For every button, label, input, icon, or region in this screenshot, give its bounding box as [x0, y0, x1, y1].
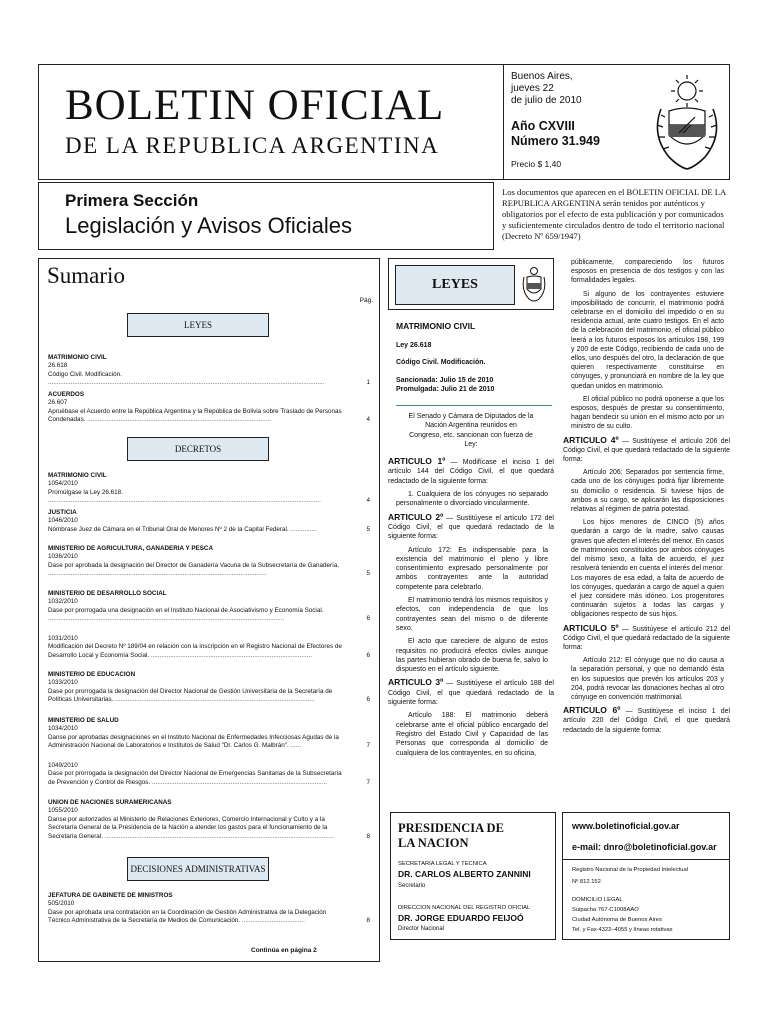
article-3-quote: Artículo 188: El matrimonio deberá celebrarse ante el oficial público encargado del Registro del Estado Civil y Capacidad de las Personas que corresponda al domicilio de cualquiera de los contrayentes, en su oficina, — [396, 712, 548, 757]
article-3-quote-cont-2: Si alguno de los contrayentes estuviere imposibilitado de concurrir, el matrimonio podrá celebrarse en el domicilio del impedido o en su residencia actual, ante cuatro testigos. En el acto de la celebración del matrimonio, el oficial público leerá a los futuros esposos los artículos 198, 199 y 200 de este Código, recibiendo de cada uno de ellos, uno después del otro, la declaración de que quieren respectivamente constituirse en cónyuges, y pronunciará en nombre de la ley que quedan unidos en matrimonio. — [571, 290, 724, 390]
sumario-title: Sumario — [47, 263, 125, 288]
sumario-entry[interactable]: 1031/2010 Modificación del Decreto Nº 189/04 en relación con la inscripción en el Registro Nacional de Efectores de Desarrollo Local y Economía Social. ............................................................................................ 6 — [48, 635, 370, 659]
sumario-entry[interactable]: MINISTERIO DE SALUD 1034/2010 Danse por aprobadas designaciones en el Instituto Nacional de Enfermedades Infecciosas Agudas de la Administración Nacional de Laboratorios e Institutos de Salud "Dr. Carlos G. Malbrán". ...... 7 — [48, 717, 370, 750]
sumario-entry[interactable]: JEFATURA DE GABINETE DE MINISTROS 505/2010 Dase por aprobada una contratación en la Coordinación de Gestión Administrativa de la Delegación Técnico Administrativa de la Secretaría de Medios de Comunicación. .................................... 8 — [48, 892, 370, 925]
sumario-entry[interactable]: MATRIMONIO CIVIL 1054/2010 Promúlgase la Ley 26.618. ............................................................................................................................................................ 4 — [48, 472, 370, 505]
article-2-quote-3: El acto que careciere de alguno de estos requisitos no producirá efectos civiles aunque las partes hubieran obrado de buena fe, salvo lo dispuesto en el artículo siguiente. — [396, 638, 548, 674]
sumario-entry[interactable]: ACUERDOS 26.607 Apruébase el Acuerdo entre la República Argentina y la República de Bolivia sobre Traslado de Personas Condenadas. ......................................................................................................... 4 — [48, 391, 370, 424]
article-1-title: ARTICULO 1º — [388, 456, 446, 467]
section-title: Primera Sección — [65, 191, 199, 210]
presidencia-title: PRESIDENCIA DE LA NACION — [398, 821, 504, 850]
issue-place: Buenos Aires, — [511, 71, 573, 82]
presidencia-box — [390, 812, 556, 940]
ley-number: Ley 26.618 — [396, 342, 432, 350]
newspaper-subtitle: DE LA REPUBLICA ARGENTINA — [65, 133, 440, 158]
newspaper-title: BOLETIN OFICIAL — [65, 82, 445, 129]
masthead — [38, 64, 730, 180]
issue-day: de julio de 2010 — [511, 95, 582, 106]
registro-number: Nº 812.152 — [572, 879, 601, 885]
small-coat-of-arms-icon — [521, 265, 547, 305]
article-3-quote-cont-1: públicamente, compareciendo los futuros esposos en presencia de dos testigos y con las formalidades legales. — [571, 259, 724, 285]
article-1-quote: 1. Cualquiera de los cónyuges no separado personalmente o divorciado vincularmente. — [396, 491, 548, 508]
article-4-title: ARTICULO 4º — [563, 434, 619, 445]
secretario-name: DR. CARLOS ALBERTO ZANNINI — [398, 869, 531, 879]
contact-box — [562, 812, 730, 940]
article-4-text: — Sustitúyese el artículo 206 del Código Civil, el que quedará redactado de la siguiente forma: — [563, 437, 730, 464]
sumario-banner-decretos: DECRETOS — [127, 437, 269, 461]
page-column-label: Pág. — [359, 297, 373, 304]
article-2-quote-2: El matrimonio tendrá los mismos requisitos y efectos, con independencia de que los contrayentes sean del mismo o de diferente sexo. — [396, 597, 548, 632]
issue-number: Número 31.949 — [511, 134, 600, 148]
masthead-divider — [503, 65, 504, 179]
article-1-text: — Modifícase el inciso 1 del artículo 144 del Código Civil, el que quedará redactado de la siguiente forma: — [388, 459, 554, 485]
legal-notice: Los documentos que aparecen en el BOLETIN OFICIAL DE LA REPUBLICA ARGENTINA serán tenidos por auténticos y obligatorios por el efecto de esta publicación y por comunicados y suficientemente circulados dentro de todo el territorio nacional (Decreto Nº 659/1947) — [502, 187, 726, 241]
sumario-panel — [38, 258, 380, 962]
article-3-title: ARTICULO 3º — [388, 677, 444, 688]
issue-year: Año CXVIII — [511, 119, 575, 133]
direccion-label: DIRECCION NACIONAL DEL REGISTRO OFICIAL — [398, 905, 531, 911]
article-5-text: — Sustitúyese el artículo 212 del Código Civil, el que quedará redactado de la siguiente forma: — [563, 625, 730, 651]
registro-label: Registro Nacional de la Propiedad Intelectual — [572, 867, 689, 873]
domicilio-city: Ciudad Autónoma de Buenos Aires — [572, 917, 662, 923]
sumario-entry[interactable]: JUSTICIA 1046/2010 Nómbrase Juez de Cámara en el Tribunal Oral de Menores Nº 2 de la Capital Federal. ............... 5 — [48, 509, 370, 533]
ley-heading: MATRIMONIO CIVIL — [396, 321, 476, 331]
ley-header — [396, 322, 554, 398]
continued-on-page-link[interactable]: Continúa en página 2 — [251, 947, 317, 954]
article-4-quote-1: Artículo 206: Separados por sentencia firme, cada uno de los cónyuges podrá fijar libremente su domicilio o residencia. Si tuviese hijos de ambos a su cargo, se aplicarán las disposiciones relativas al régimen de patria potestad. — [571, 469, 724, 514]
ley-body — [388, 412, 554, 762]
email-link[interactable]: e-mail: dnro@boletinoficial.gov.ar — [572, 842, 717, 852]
contact-divider — [563, 859, 729, 860]
article-6-text: — Sustitúyese el inciso 1 del artículo 220 del Código Civil, el que quedará redactado de la siguiente forma: — [563, 708, 730, 734]
coat-of-arms-icon — [647, 73, 727, 173]
article-6-title: ARTICULO 6º — [563, 705, 621, 716]
domicilio-label: DOMICILIO LEGAL — [572, 897, 623, 903]
sumario-entry[interactable]: 1049/2010 Dase por prorrogada la designación del Director Nacional de Emergencias Sanitarias de la Subsecretaría de Prevención y Control de Riesgos. .................................................................................................... 7 — [48, 762, 370, 786]
article-2-quote-1: Artículo 172: Es indispensable para la existencia del matrimonio el pleno y libre consentimiento expresado personalmente por ambos contrayentes ante la autoridad competente para celebrarlo. — [396, 546, 548, 591]
sumario-entry[interactable]: UNION DE NACIONES SURAMERICANAS 1055/2010 Danse por autorizados al Ministerio de Relaciones Exteriores, Comercio Internacional y Culto y a la Secretaría General de la Presidencia de la Nación a atender los gastos para el funcionamiento de la Secretaría General. ................................................................................................................................... 8 — [48, 799, 370, 840]
ley-body-continued — [563, 258, 730, 739]
article-4-quote-2: Los hijos menores de CINCO (5) años quedarán a cargo de la madre, salvo causas graves que afecten el interés del menor. En casos de matrimonios constituidos por ambos cónyuges del mismo sexo, a falta de acuerdo, el juez resolverá teniendo en cuenta el interés del menor. Los mayores de esa edad, a falta de acuerdo de los cónyuges, quedarán a cargo de aquel a quien el juez considere más idóneo. Los progenitores continuarán sujetos a todas las cargas y obligaciones respecto de sus hijos. — [571, 519, 724, 619]
sumario-entry[interactable]: MINISTERIO DE AGRICULTURA, GANADERIA Y PESCA 1036/2010 Dase por aprobada la designación del Director de Ganadería Vacuna de la Subsecretaría de Ganadería. ............................................................................................................................. 5 — [48, 545, 370, 578]
article-3-quote-cont-3: El oficial público no podrá oponerse a que los esposos, después de prestar su consentimiento, hagan bendecir su unión en el mismo acto por un ministro de su culto. — [571, 395, 724, 431]
telefono: Tel. y Fax 4322–4055 y líneas rotativas — [572, 927, 673, 933]
director-name: DR. JORGE EDUARDO FEIJOÓ — [398, 913, 524, 923]
issue-price: Precio $ 1,40 — [511, 159, 562, 169]
article-5-quote: Artículo 212: El cónyuge que no dio causa a la separación personal, y que no demandó ésta en los supuestos que prevén los artículos 203 y 204, podrá revocar las donaciones hechas al otro cónyuge en convención matrimonial. — [571, 657, 724, 701]
sumario-entry[interactable]: MINISTERIO DE DESARROLLO SOCIAL 1032/2010 Dase por prorrogada una designación en el Instituto Nacional de Asociativismo y Economía Social. ....................................................................................................................................... 6 — [48, 590, 370, 623]
article-2-title: ARTICULO 2º — [388, 511, 444, 522]
sumario-banner-leyes: LEYES — [127, 313, 269, 337]
ley-subject: Código Civil. Modificación. — [396, 358, 486, 366]
issue-weekday: jueves 22 — [511, 83, 554, 94]
secretario-role: Secretario — [398, 883, 426, 889]
ley-sancionada: Sancionada: Julio 15 de 2010 — [396, 376, 494, 384]
director-role: Director Nacional — [398, 926, 445, 932]
secretaria-label: SECRETARIA LEGAL Y TECNICA — [398, 861, 487, 867]
article-5-title: ARTICULO 5º — [563, 622, 619, 633]
sumario-entry[interactable]: MATRIMONIO CIVIL 26.618 Código Civil. Modificación. .............................................................................................................................................................. 1 — [48, 354, 370, 387]
ley-promulgada: Promulgada: Julio 21 de 2010 — [396, 386, 495, 394]
domicilio-street: Suipacha 767-C1008AAO — [572, 907, 639, 913]
website-link[interactable]: www.boletinoficial.gov.ar — [572, 821, 680, 831]
leyes-header-box — [388, 258, 554, 310]
article-3-text: — Sustitúyese el artículo 188 del Código Civil, el que quedará redactado de la siguiente forma: — [388, 680, 554, 707]
leyes-banner: LEYES — [395, 265, 515, 305]
issue-number-block — [511, 119, 600, 149]
ley-divider — [396, 405, 552, 406]
article-2-text: — Sustitúyese el artículo 172 del Código Civil, el que quedará redactado de la siguiente forma: — [388, 514, 554, 541]
sumario-entry[interactable]: MINISTERIO DE EDUCACION 1033/2010 Dase por prorrogada la designación del Director Nacional de Gestión Universitaria de la Secretaría de Políticas Universitarias. .................................................................................................................. 6 — [48, 671, 370, 704]
sumario-banner-decisiones: DECISIONES ADMINISTRATIVAS — [127, 857, 269, 881]
section-subtitle: Legislación y Avisos Oficiales — [65, 213, 352, 238]
ley-preamble: El Senado y Cámara de Diputados de la Nación Argentina reunidos en Congreso, etc. sancionan con fuerza de Ley: — [408, 413, 534, 448]
issue-date — [511, 71, 582, 107]
section-header — [38, 182, 494, 250]
